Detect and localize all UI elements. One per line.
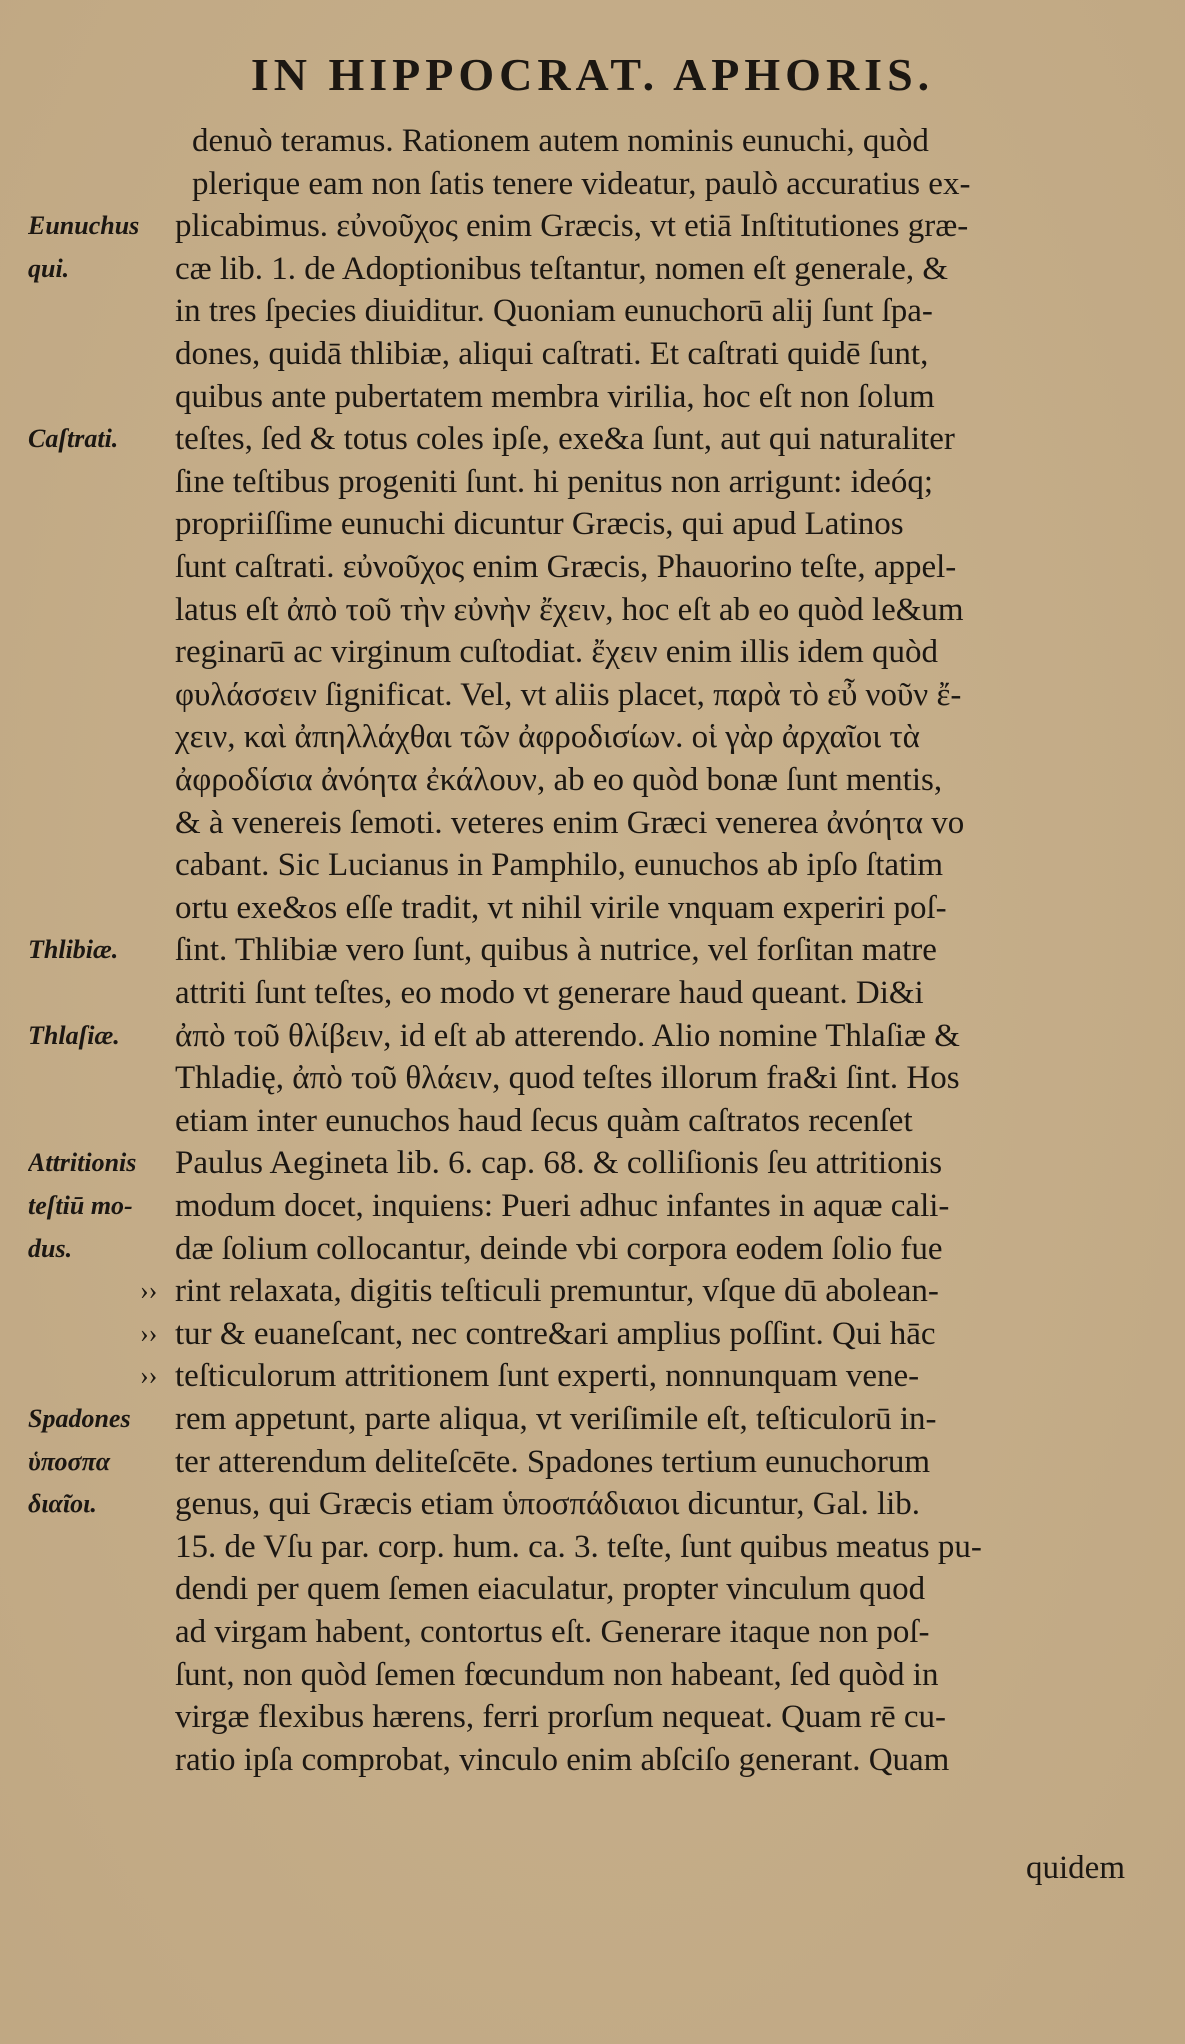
text-line: ratio ipſa comprobat, vinculo enim abſciſo generant. Quam: [175, 1741, 950, 1778]
margin-note: Thlibiæ.: [28, 935, 119, 965]
text-line: attriti ſunt teſtes, eo modo vt generare haud queant. Di&i: [175, 975, 924, 1011]
text-line: cæ lib. 1. de Adoptionibus teſtantur, nomen eſt generale, &: [175, 250, 949, 287]
margin-note: Eunuchus: [28, 211, 140, 241]
margin-note: qui.: [28, 253, 70, 283]
text-line: modum docet, inquiens: Pueri adhuc infantes in aquæ cali-: [175, 1188, 950, 1224]
text-line: ἀφροδίσια ἀνόητα ἐκάλουν, ab eo quòd bonæ ſunt mentis,: [175, 762, 943, 798]
text-line: etiam inter eunuchos haud ſecus quàm caſtratos recenſet: [175, 1102, 913, 1139]
text-line: 15. de Vſu par. corp. hum. ca. 3. teſte, ſunt quibus meatus pu-: [175, 1528, 982, 1565]
text-line: ſunt caſtrati. εὐνοῦχος enim Græcis, Phauorino teſte, appel-: [175, 549, 957, 585]
text-line: Thladię, ἀπὸ τοῦ θλάειν, quod teſtes illorum fra&i ſint. Hos: [175, 1060, 960, 1097]
text-line: ſint. Thlibiæ vero ſunt, quibus à nutrice, vel forſitan matre: [175, 932, 937, 969]
text-line: φυλάσσειν ſignificat. Vel, vt aliis placet, παρὰ τὸ εὖ νοῦν ἔ-: [175, 676, 962, 713]
running-head: IN HIPPOCRAT. APHORIS.: [250, 49, 935, 100]
text-line: rem appetunt, parte aliqua, vt veriſimile eſt, teſticulorū in-: [175, 1401, 937, 1437]
quotation-mark: ››: [140, 1361, 158, 1391]
margin-note: Thlaſiæ.: [28, 1020, 120, 1050]
text-line: Paulus Aegineta lib. 6. cap. 68. & colliſionis ſeu attritionis: [175, 1145, 943, 1182]
margin-note: Caſtrati.: [28, 424, 119, 454]
text-line: & à venereis ſemoti. veteres enim Græci venerea ἀνόητα vo: [175, 804, 965, 841]
text-line: dones, quidā thlibiæ, aliqui caſtrati. Et caſtrati quidē ſunt,: [175, 336, 929, 372]
margin-note: ὑποσπα: [28, 1446, 111, 1476]
text-line: ter atterendum deliteſcēte. Spadones tertium eunuchorum: [175, 1443, 931, 1480]
margin-note: dus.: [28, 1233, 73, 1263]
text-line: cabant. Sic Lucianus in Pamphilo, eunuchos ab ipſo ſtatim: [175, 847, 944, 884]
text-line: dendi per quem ſemen eiaculatur, propter vinculum quod: [175, 1571, 926, 1608]
text-line: propriiſſime eunuchi dicuntur Græcis, qui apud Latinos: [175, 506, 904, 543]
text-line: dæ ſolium collocantur, deinde vbi corpora eodem ſolio fue: [175, 1230, 943, 1267]
text-line: quibus ante pubertatem membra virilia, hoc eſt non ſolum: [175, 378, 935, 415]
text-line: teſticulorum attritionem ſunt experti, nonnunquam vene-: [175, 1358, 920, 1395]
text-line: reginarū ac virginum cuſtodiat. ἔχειν enim illis idem quòd: [175, 634, 938, 671]
margin-note: Attritionis: [28, 1148, 137, 1178]
text-line: genus, qui Græcis etiam ὑποσπάδιαιοι dicuntur, Gal. lib.: [175, 1486, 921, 1523]
text-line: teſtes, ſed & totus coles ipſe, exe&a ſunt, aut qui naturaliter: [175, 421, 955, 458]
text-line: ἀπὸ τοῦ θλίβειν, id eſt ab atterendo. Alio nomine Thlaſiæ &: [175, 1017, 960, 1054]
catchword: quidem: [1026, 1850, 1125, 1886]
text-line: latus eſt ἀπὸ τοῦ τὴν εὐνὴν ἔχειν, hoc eſt ab eo quòd le&um: [175, 591, 964, 628]
text-line: plicabimus. εὐνοῦχος enim Græcis, vt etiā Inſtitutiones græ-: [175, 208, 969, 245]
quotation-mark: ››: [140, 1318, 158, 1348]
quotation-mark: ››: [140, 1276, 158, 1306]
text-line: rint relaxata, digitis teſticuli premuntur, vſque dū abolean-: [175, 1273, 939, 1310]
text-line: ſine teſtibus progeniti ſunt. hi penitus non arrigunt: ideóq;: [175, 463, 933, 500]
text-line: tur & euaneſcant, nec contre&ari amplius poſſint. Qui hāc: [175, 1315, 936, 1352]
text-line: ortu exe&os eſſe tradit, vt nihil virile vnquam experiri poſ-: [175, 889, 947, 926]
margin-note: διαῖοι.: [28, 1489, 97, 1519]
text-line: in tres ſpecies diuiditur. Quoniam eunuchorū alij ſunt ſpa-: [175, 293, 933, 330]
text-line: χειν, καὶ ἀπηλλάχθαι τῶν ἀφροδισίων. οἱ γὰρ ἀρχαῖοι τὰ: [175, 719, 920, 756]
text-line: ſunt, non quòd ſemen fœcundum non habeant, ſed quòd in: [175, 1656, 939, 1693]
text-line: ad virgam habent, contortus eſt. Generare itaque non poſ-: [175, 1614, 930, 1650]
text-line: virgæ flexibus hærens, ferri prorſum nequeat. Quam rē cu-: [175, 1699, 947, 1736]
text-line: denuò teramus. Rationem autem nominis eunuchi, quòd: [192, 123, 929, 159]
text-line: plerique eam non ſatis tenere videatur, paulò accuratius ex-: [192, 165, 971, 202]
margin-note: teſtiū mo-: [28, 1191, 133, 1220]
margin-note: Spadones: [28, 1404, 131, 1433]
